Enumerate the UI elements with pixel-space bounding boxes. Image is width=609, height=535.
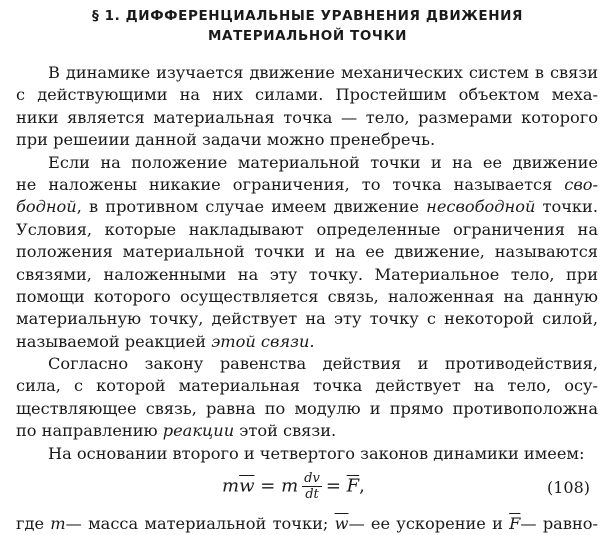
text-segment: — ее ускорение и	[348, 514, 503, 534]
eq-equals: =	[260, 475, 276, 497]
eq-equals: =	[325, 475, 341, 497]
text-segment: по направлению	[16, 421, 158, 441]
text-segment: где	[16, 514, 45, 534]
text-line	[16, 420, 598, 442]
text-line	[16, 513, 598, 535]
text-line: положения материальной точки и на ее движение, называются	[16, 242, 598, 262]
text-segment: этой связи.	[239, 421, 337, 441]
text-segment: — равно-	[520, 514, 598, 534]
paragraph-2	[16, 152, 598, 354]
text-line: Согласно закону равенства действия и противодействия,	[48, 354, 598, 374]
emphasis: реакции	[162, 421, 235, 441]
emphasis: бодной	[16, 197, 77, 217]
emphasis: несвободной	[426, 197, 536, 217]
text-line: Если на положение материальной точки и на ее движение	[48, 152, 598, 172]
text-line: с действующими на них силами. Простейшим объектом меха-	[16, 85, 598, 105]
eq-comma: ,	[359, 475, 365, 497]
text-segment: , в противном случае имеем движение	[76, 197, 420, 217]
text-line: сила, с которой материальная точка действует на тело, осу-	[16, 376, 598, 396]
text-line: На основании второго и четвертого законов динамики имеем:	[48, 443, 585, 463]
text-line	[16, 196, 598, 218]
eq-m: m	[222, 475, 240, 497]
var-m: m	[50, 514, 66, 534]
text-segment: называемой реакцией	[16, 331, 207, 351]
text-line: В динамике изучается движение механических систем в связи	[48, 63, 598, 82]
text-segment: не наложены никакие ограничения, то точка называется	[16, 174, 553, 194]
text-line	[16, 331, 598, 353]
eq-w-vector: $\overline{w}$	[239, 475, 255, 497]
var-F: $\overline{F}$	[509, 514, 521, 534]
text-line: ществляющее связь, равна по модулю и прямо противоположна	[16, 398, 598, 418]
var-w: $\overline{w}$	[334, 514, 349, 534]
text-line: связями, наложенными на эту точку. Материальное тело, при	[16, 264, 598, 284]
text-segment: — масса материальной точки;	[65, 514, 329, 534]
heading-line-2: МАТЕРИАЛЬНОЙ ТОЧКИ	[208, 28, 407, 44]
body-text	[16, 62, 598, 535]
emphasis: этой связи.	[211, 331, 315, 351]
equation-row	[16, 467, 598, 513]
text-line: помощи которого осуществляется связь, наложенная на данную	[16, 286, 598, 306]
text-segment: точки.	[542, 197, 598, 217]
section-heading	[16, 6, 599, 46]
equation	[222, 471, 365, 502]
eq-fraction	[302, 471, 322, 502]
equation-number: (108)	[546, 478, 590, 498]
text-line: ники является материальная точка — тело, размерами которого	[16, 107, 598, 127]
text-line: материальную точку, действует на эту точку с некоторой силой,	[16, 309, 598, 329]
paragraph-1	[16, 62, 598, 152]
heading-line-1: § 1. ДИФФЕРЕНЦИАЛЬНЫЕ УРАВНЕНИЯ ДВИЖЕНИЯ	[92, 8, 523, 24]
eq-m2: m	[281, 475, 299, 497]
emphasis: сво-	[564, 174, 598, 194]
text-line: при решеиии данной задачи можно пренебречь.	[16, 130, 436, 150]
eq-denominator: dt	[305, 487, 319, 503]
eq-numerator: dv	[304, 471, 320, 487]
eq-f-vector: $\overline{F}$	[346, 475, 360, 497]
paragraph-3	[16, 353, 598, 443]
text-line: Условия, которые накладывают определенные ограничения на	[16, 219, 598, 239]
text-line	[16, 174, 598, 196]
